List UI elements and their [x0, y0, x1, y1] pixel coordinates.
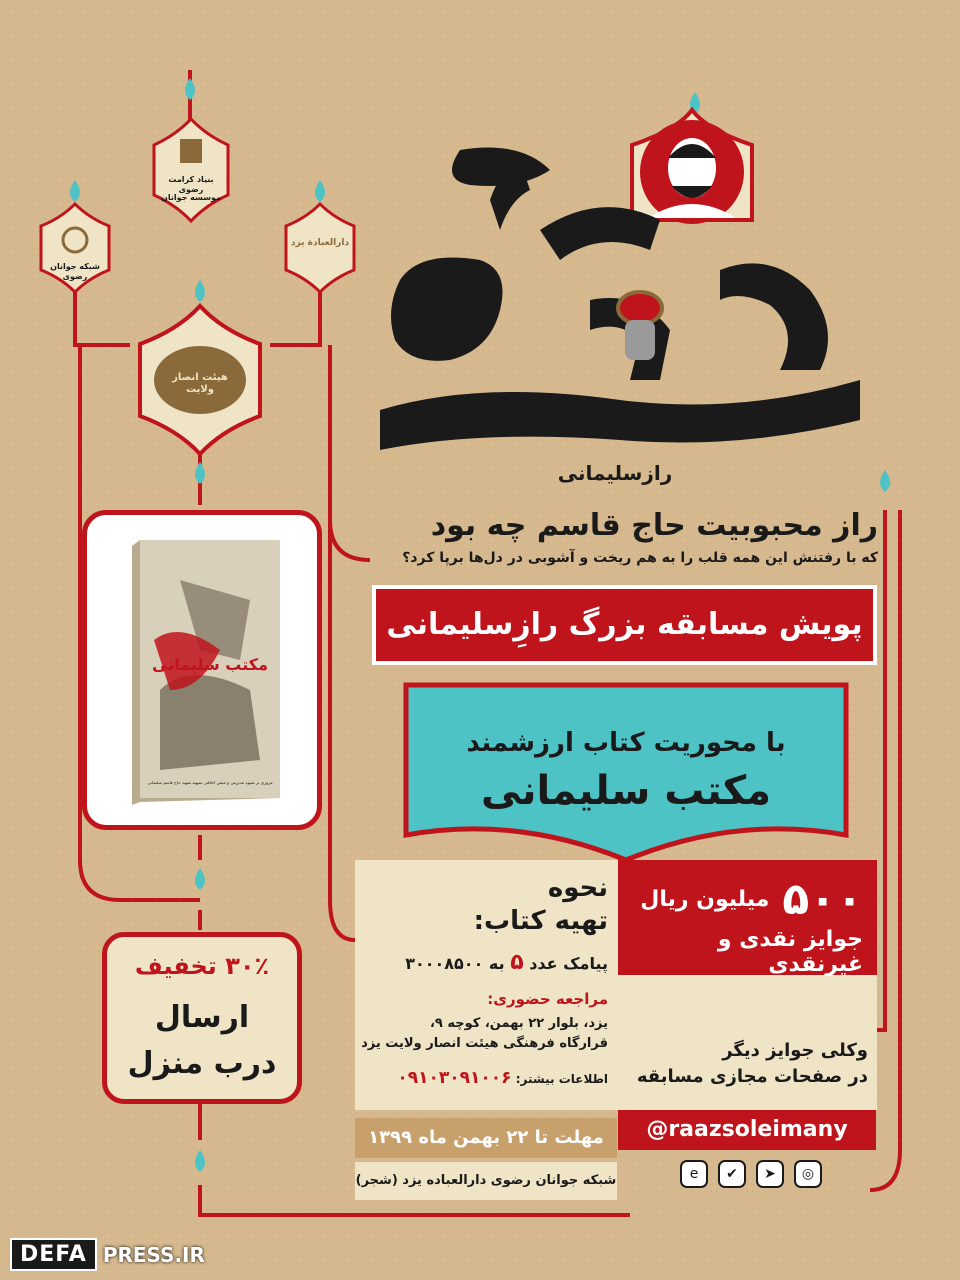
instagram-icon[interactable]: ◎	[794, 1160, 822, 1188]
social-icons	[680, 1160, 822, 1188]
info-phone: ۰۹۱۰۳۰۹۱۰۰۶	[397, 1068, 512, 1088]
sms-prefix: پیامک عدد	[529, 954, 608, 973]
sms-digit: ۵	[510, 950, 524, 975]
book-cover-caption: مروری بر شیوه مدیریتی و منش اخلاقی سپهبد شهید حاج قاسم سلیمانی	[147, 780, 273, 785]
network-name: شبکه جوانان رضوی دارالعباده یزد (شجر)	[355, 1162, 617, 1200]
logo-dar-text: دارالعبادة یزد	[290, 238, 350, 248]
arch-frame-icon	[146, 115, 236, 225]
telegram-icon[interactable]: ➤	[756, 1160, 784, 1188]
book-focus-line1: با محوریت کتاب ارزشمند	[466, 728, 786, 758]
other-prizes	[618, 1038, 868, 1090]
headline-subtitle: که با رفتنش این همه قلب را به هم ریخت و آشوبی در دل‌ها برپا کرد؟	[402, 550, 878, 566]
sms-instruction	[360, 950, 608, 975]
logo-javanan-text: شبکه جوانان رضوی	[50, 262, 100, 281]
other-prizes-line1: وکلی جوایز دیگر	[722, 1040, 868, 1061]
prize-unit: میلیون ریال	[640, 887, 770, 912]
defa-logo-box: DEFA	[10, 1238, 97, 1271]
prize-box	[618, 860, 877, 975]
logo-karamat-razavi	[146, 115, 236, 225]
campaign-title: پویش مسابقه بزرگ رازِسلیمانی	[386, 607, 863, 642]
prize-type: جوایز نقدی و غیرنقدی	[717, 927, 863, 977]
open-book-shape	[386, 665, 866, 865]
info-label: اطلاعات بیشتر:	[515, 1072, 608, 1086]
defa-watermark	[10, 1238, 205, 1271]
campaign-banner	[372, 585, 877, 665]
book-cover	[120, 540, 285, 805]
logo-ansar-text: هیئت انصار ولایت	[172, 372, 228, 395]
logo-karamat-sub: موسسه جوانان	[161, 193, 221, 202]
logo-ansar-velayat	[130, 300, 270, 460]
discount-percent: ۳۰٪ تخفیف	[134, 952, 270, 980]
visit-address-line2: قرارگاه فرهنگی هیئت انصار ولایت یزد	[361, 1036, 608, 1052]
book-focus-line2: مکتب سلیمانی	[481, 768, 771, 814]
visit-label: مراجعه حضوری:	[487, 990, 608, 1008]
howto-heading-line1: نحوه	[547, 873, 608, 903]
eitaa-icon[interactable]: e	[680, 1160, 708, 1188]
discount-line2: ارسال	[154, 1000, 250, 1035]
headline-title: راز محبوبیت حاج قاسم چه بود	[430, 508, 878, 543]
social-handle[interactable]: @raazsoleimany	[618, 1110, 876, 1150]
howto-heading-line2: تهیه کتاب:	[473, 905, 608, 936]
discount-line3: درب منزل	[127, 1046, 277, 1081]
bale-icon[interactable]: ✔	[718, 1160, 746, 1188]
howto-heading	[360, 872, 608, 937]
logo-karamat-text: بنیاد کرامت رضوی	[168, 175, 214, 194]
logo-javanan-razavi	[35, 200, 115, 295]
book-cover-title: مکتب سلیمانی	[152, 655, 268, 674]
more-info	[360, 1068, 608, 1088]
defa-logo-text: PRESS.IR	[102, 1242, 205, 1267]
prize-amount: ۵۰۰	[782, 874, 863, 925]
deadline-banner: مهلت تا ۲۲ بهمن ماه ۱۳۹۹	[355, 1118, 617, 1158]
other-prizes-line2: در صفحات مجازی مسابقه	[636, 1066, 868, 1088]
calligraphy-title-art	[340, 130, 890, 500]
visit-address-line1: یزد، بلوار ۲۲ بهمن، کوچه ۹،	[429, 1016, 608, 1031]
calligraphy-title-text: رازسلیمانی	[557, 461, 673, 485]
visit-address	[360, 1014, 608, 1054]
sms-suffix: به ۳۰۰۰۸۵۰۰	[405, 954, 505, 973]
